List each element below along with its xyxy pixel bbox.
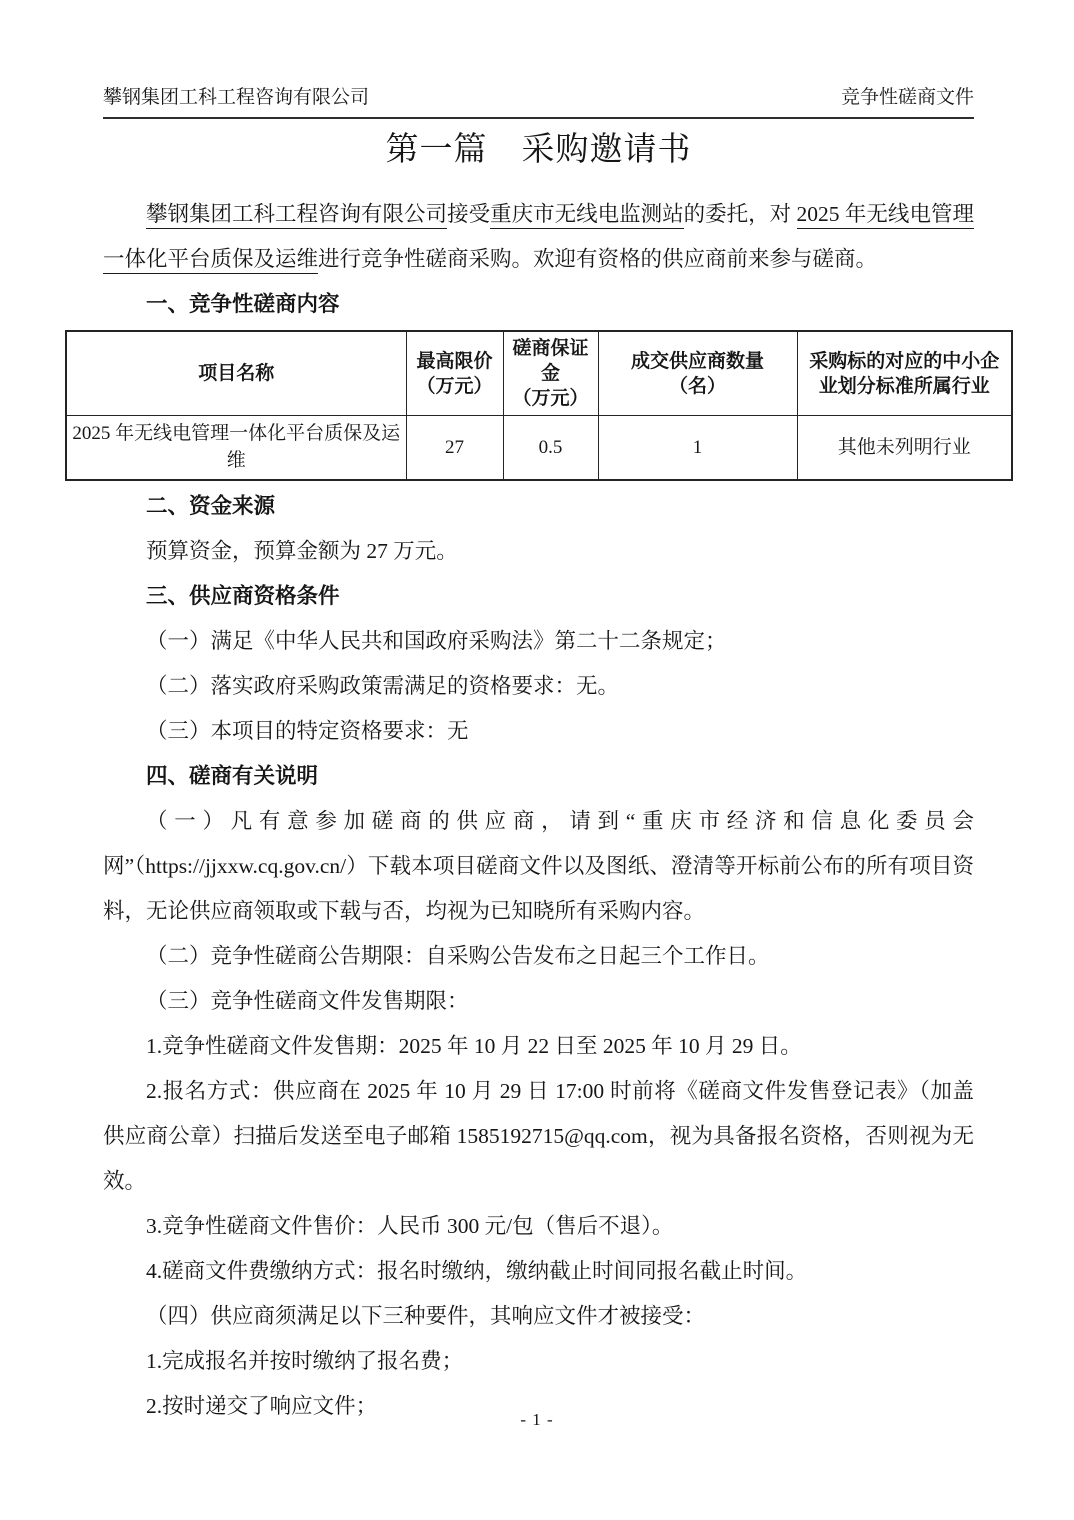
qualification-item-3: （三）本项目的特定资格要求：无 (146, 718, 469, 743)
intro-project-name: 2025 年无线电管理一体化平台质保及运维 (103, 202, 974, 274)
intro-text: 接受 (447, 202, 491, 226)
intro-agency-name: 攀钢集团工科工程咨询有限公司 (146, 202, 447, 229)
page-header-doc-type: 竞争性磋商文件 (840, 87, 974, 108)
cell-industry: 其他未列明行业 (797, 416, 1012, 480)
cell-deposit: 0.5 (503, 416, 598, 480)
qualification-item-2: （二）落实政府采购政策需满足的资格要求：无。 (146, 673, 620, 698)
col-header-project-name: 项目名称 (66, 331, 406, 416)
intro-paragraph (103, 192, 974, 282)
procurement-content-table (65, 330, 1013, 481)
page-number: - 1 - (520, 1410, 554, 1429)
cell-winner-count: 1 (598, 416, 797, 480)
cell-max-price: 27 (406, 416, 503, 480)
col-header-winner-count: 成交供应商数量 （名） (598, 331, 797, 416)
col-header-deposit: 磋商保证金 （万元） (503, 331, 598, 416)
cell-project-name: 2025 年无线电管理一体化平台质保及运维 (66, 416, 406, 480)
instruction-paragraph-10: 2.按时递交了响应文件； (146, 1393, 378, 1418)
table-row (66, 416, 1012, 480)
budget-text: 预算资金，预算金额为 27 万元。 (146, 538, 458, 563)
col-header-industry: 采购标的对应的中小企 业划分标准所属行业 (797, 331, 1012, 416)
page-title: 第一篇 采购邀请书 (385, 132, 692, 168)
instruction-paragraph-7: 4.磋商文件费缴纳方式：报名时缴纳，缴纳截止时间同报名截止时间。 (146, 1258, 808, 1283)
page-header (103, 86, 974, 119)
section-3-heading: 三、供应商资格条件 (146, 583, 340, 608)
page-header-company: 攀钢集团工科工程咨询有限公司 (103, 87, 370, 108)
col-header-max-price: 最高限价 （万元） (406, 331, 503, 416)
instruction-paragraph-8: （四）供应商须满足以下三种要件，其响应文件才被接受： (146, 1303, 706, 1328)
section-1-heading: 一、竞争性磋商内容 (146, 292, 340, 316)
intro-text: 进行竞争性磋商采购。欢迎有资格的供应商前来参与磋商。 (318, 247, 878, 271)
instruction-paragraph-6: 3.竞争性磋商文件售价：人民币 300 元/包（售后不退）。 (146, 1213, 674, 1238)
instruction-paragraph-9: 1.完成报名并按时缴纳了报名费； (146, 1348, 464, 1373)
section-4-heading: 四、磋商有关说明 (146, 763, 319, 788)
instruction-paragraph-2: （二）竞争性磋商公告期限：自采购公告发布之日起三个工作日。 (146, 943, 770, 968)
instruction-paragraph-4: 1.竞争性磋商文件发售期：2025 年 10 月 22 日至 2025 年 10 月 29 日。 (146, 1033, 802, 1058)
table-header-row (66, 331, 1012, 416)
instruction-paragraph-3: （三）竞争性磋商文件发售期限： (146, 988, 469, 1013)
intro-text: 的委托，对 (683, 202, 797, 226)
qualification-item-1: （一）满足《中华人民共和国政府采购法》第二十二条规定； (146, 628, 727, 653)
instruction-paragraph-5: 2.报名方式：供应商在 2025 年 10 月 29 日 17:00 时前将《磋商文件发售登记表》（加盖供应商公章）扫描后发送至电子邮箱 1585192715@qq.com，视为具备报名资格，否则视为无效。 (103, 1078, 974, 1193)
instruction-paragraph-1: （一）凡有意参加磋商的供应商，请到“重庆市经济和信息化委员会网”（https://jjxxw.cq.gov.cn/）下载本项目磋商文件以及图纸、澄清等开标前公布的所有项目资料，无论供应商领取或下载与否，均视为已知晓所有采购内容。 (103, 808, 974, 923)
section-2-heading: 二、资金来源 (146, 493, 276, 518)
intro-purchaser-name: 重庆市无线电监测站 (490, 202, 684, 229)
